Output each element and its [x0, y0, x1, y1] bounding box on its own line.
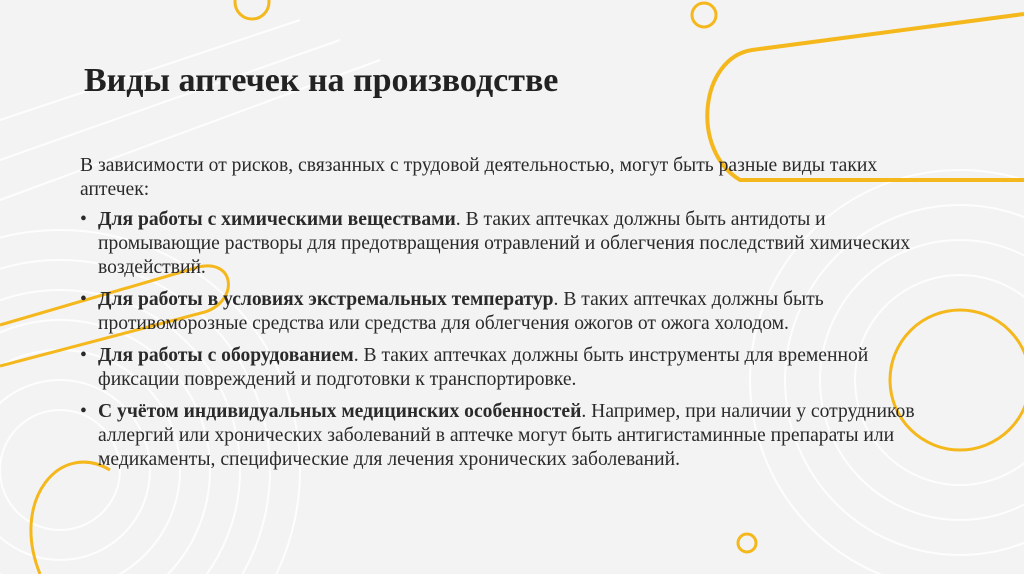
intro-text: В зависимости от рисков, связанных с трудовой деятельностью, могут быть разные виды таких аптечек:	[80, 155, 878, 200]
list-item-heading: Для работы с химическими веществами	[98, 209, 456, 230]
list-item-text: . В таких аптечках должны быть инструменты для временной фиксации повреждений и подготовки к транспортировке.	[98, 345, 869, 390]
slide-title: Виды аптечек на производстве	[84, 62, 559, 99]
decor-circle-bottom	[738, 534, 756, 552]
list-item	[80, 208, 950, 280]
list-item-text: . В таких аптечках должны быть антидоты и промывающие растворы для предотвращения отравлений и облегчения последствий химических воздействий.	[98, 209, 911, 278]
bullet-icon: •	[80, 209, 87, 230]
bullet-icon: •	[80, 345, 87, 366]
decor-circle-top	[235, 0, 269, 19]
list-item-text: . Например, при наличии у сотрудников аллергий или хронических заболеваний в аптечке могут быть антигистаминные препараты или медикаменты, специфические для лечения хронических заболеваний.	[98, 401, 915, 470]
bullet-icon: •	[80, 401, 87, 422]
list-item-text: . В таких аптечках должны быть противоморозные средства или средства для облегчения ожогов от ожога холодом.	[98, 289, 824, 334]
list-item-heading: С учётом индивидуальных медицинских особенностей	[98, 401, 582, 422]
list-item-heading: Для работы с оборудованием	[98, 345, 354, 366]
list-item	[80, 400, 950, 472]
list-item	[80, 344, 950, 392]
decor-circle-small	[692, 3, 716, 27]
list-item	[80, 288, 950, 336]
list-item-heading: Для работы в условиях экстремальных температур	[98, 289, 554, 310]
slide-body	[80, 154, 950, 480]
bullet-list	[80, 208, 950, 472]
bullet-icon: •	[80, 289, 87, 310]
